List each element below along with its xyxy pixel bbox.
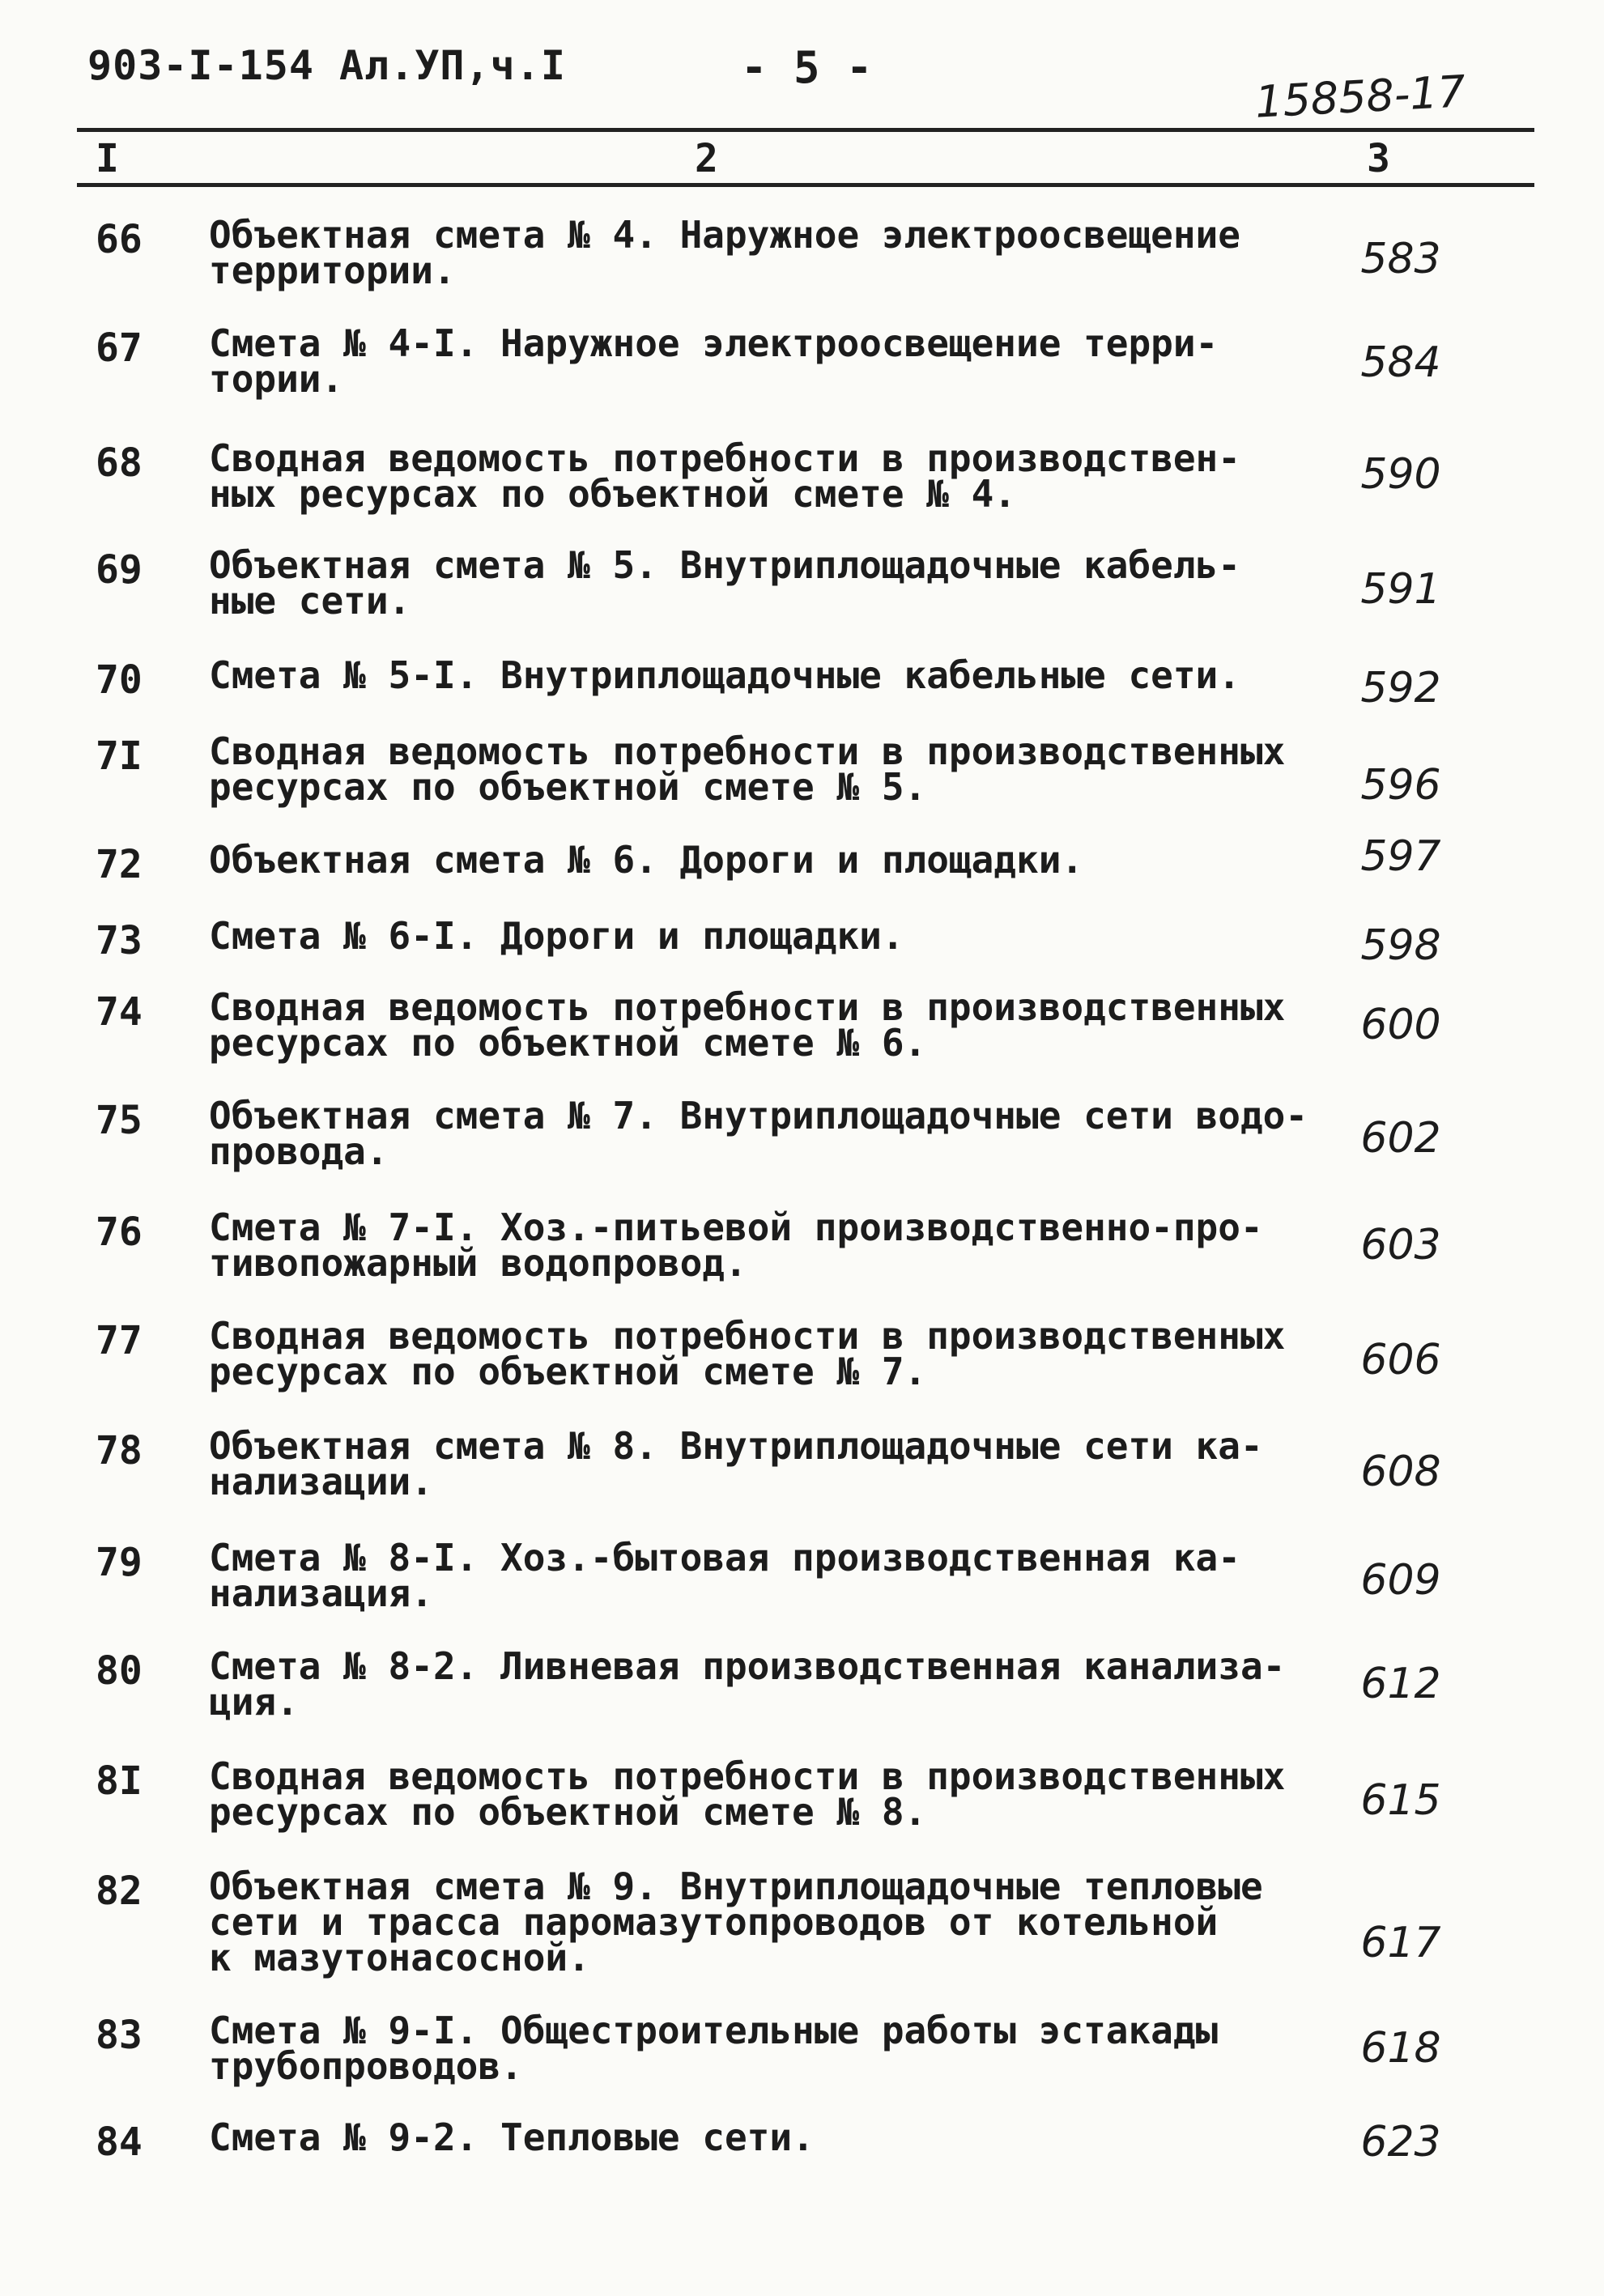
item-title: Сводная ведомость потребности в производственных ресурсах по объектной смете № 5.	[209, 729, 1286, 809]
item-number: 70	[96, 657, 143, 703]
item-title: Смета № 7-I. Хоз.-питьевой производственно-про- тивопожарный водопровод.	[209, 1205, 1263, 1285]
item-page: 608	[1360, 1448, 1441, 1496]
item-page: 598	[1360, 921, 1441, 970]
item-page: 606	[1360, 1336, 1441, 1384]
document-code: 903-I-154 Ал.УП,ч.I	[87, 42, 566, 89]
item-number: 66	[96, 217, 143, 262]
item-number: 76	[96, 1210, 143, 1255]
inventory-number: 15858-17	[1253, 66, 1467, 128]
item-title: Смета № 8-I. Хоз.-бытовая производственная ка- нализация.	[209, 1536, 1240, 1615]
item-number: 69	[96, 547, 143, 593]
item-title: Объектная смета № 8. Внутриплощадочные сети ка- нализации.	[209, 1424, 1263, 1503]
item-number: 79	[96, 1540, 143, 1585]
item-title: Смета № 9-2. Тепловые сети.	[209, 2115, 815, 2159]
item-page: 583	[1360, 235, 1441, 283]
item-page: 609	[1360, 1556, 1441, 1605]
item-title: Смета № 6-I. Дороги и площадки.	[209, 914, 904, 958]
column-header-title: 2	[695, 136, 718, 181]
item-page: 600	[1360, 1001, 1441, 1049]
item-number: 82	[96, 1869, 143, 1914]
item-number: 8I	[96, 1758, 143, 1804]
item-number: 77	[96, 1318, 143, 1363]
item-title: Сводная ведомость потребности в производственных ресурсах по объектной смете № 7.	[209, 1314, 1286, 1393]
item-title: Объектная смета № 4. Наружное электроосвещение территории.	[209, 213, 1240, 292]
item-number: 73	[96, 918, 143, 963]
item-title: Смета № 4-I. Наружное электроосвещение терри- тории.	[209, 321, 1219, 401]
item-number: 67	[96, 325, 143, 371]
item-page: 618	[1360, 2024, 1441, 2073]
item-page: 597	[1360, 832, 1441, 881]
item-title: Сводная ведомость потребности в производствен- ных ресурсах по объектной смете № 4.	[209, 436, 1240, 516]
item-page: 596	[1360, 761, 1441, 810]
item-number: 84	[96, 2120, 143, 2165]
item-page: 603	[1360, 1221, 1441, 1269]
item-number: 83	[96, 2013, 143, 2058]
header-rule-top	[77, 128, 1534, 132]
item-number: 68	[96, 440, 143, 486]
item-number: 74	[96, 989, 143, 1035]
item-page: 615	[1360, 1776, 1441, 1825]
item-title: Объектная смета № 5. Внутриплощадочные кабель- ные сети.	[209, 543, 1240, 623]
item-title: Сводная ведомость потребности в производственных ресурсах по объектной смете № 8.	[209, 1754, 1286, 1834]
item-page: 623	[1360, 2118, 1441, 2166]
item-page: 592	[1360, 664, 1441, 712]
column-header-number: I	[96, 136, 119, 181]
item-number: 7I	[96, 733, 143, 779]
item-page: 590	[1360, 450, 1441, 499]
page-number: - 5 -	[741, 42, 873, 93]
item-title: Объектная смета № 7. Внутриплощадочные сети водо- провода.	[209, 1094, 1308, 1173]
item-page: 584	[1360, 338, 1441, 387]
item-number: 75	[96, 1098, 143, 1143]
column-header-page: 3	[1367, 136, 1390, 181]
item-number: 72	[96, 842, 143, 887]
item-title: Сводная ведомость потребности в производственных ресурсах по объектной смете № 6.	[209, 985, 1286, 1065]
item-number: 78	[96, 1428, 143, 1473]
item-page: 591	[1360, 565, 1441, 614]
item-title: Смета № 9-I. Общестроительные работы эстакады трубопроводов.	[209, 2009, 1219, 2088]
item-number: 80	[96, 1648, 143, 1694]
item-page: 612	[1360, 1660, 1441, 1708]
item-title: Объектная смета № 6. Дороги и площадки.	[209, 838, 1084, 882]
item-title: Объектная смета № 9. Внутриплощадочные тепловые сети и трасса паромазутопроводов от котельной к мазутонасосной.	[209, 1864, 1263, 1979]
item-page: 617	[1360, 1919, 1441, 1967]
item-title: Смета № 5-I. Внутриплощадочные кабельные сети.	[209, 653, 1240, 697]
item-page: 602	[1360, 1114, 1441, 1163]
item-title: Смета № 8-2. Ливневая производственная канализа- ция.	[209, 1644, 1286, 1724]
header-rule-bottom	[77, 183, 1534, 187]
